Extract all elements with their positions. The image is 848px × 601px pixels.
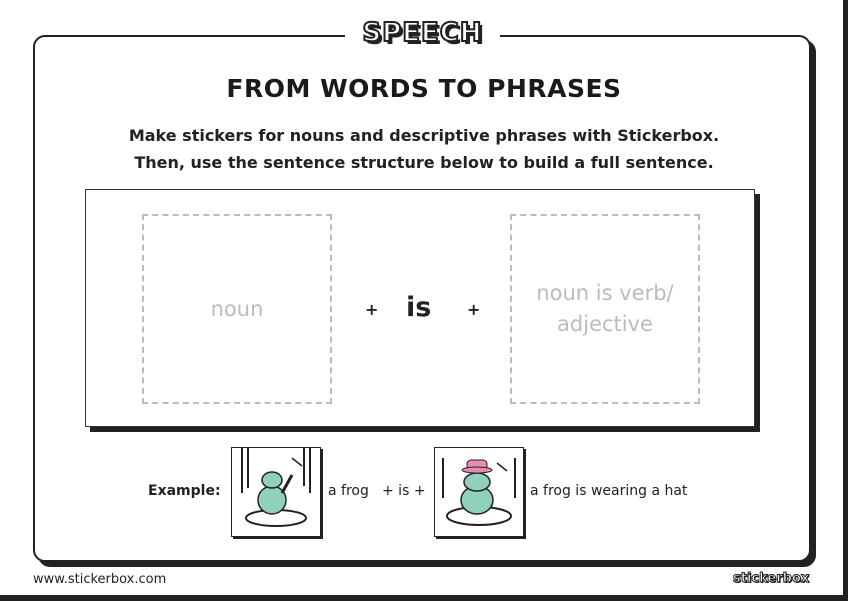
plus-sign: + [467,300,481,319]
noun-slot: noun [142,214,332,404]
instruction-line: Make stickers for nouns and descriptive phrases with Stickerbox. [128,126,720,145]
page-edge [0,595,848,601]
stickerbox-logo: stickerbox [733,571,810,586]
plus-sign: + [365,300,379,319]
phrase-slot: noun is verb/ adjective [510,214,700,404]
verb-is: is [406,292,432,323]
example-caption-1: a frog [328,483,369,499]
section-badge: SPEECH [345,14,500,52]
example-label: Example: [148,483,221,499]
example-caption-2: a frog is wearing a hat [530,483,688,499]
example-connector: + is + [382,483,426,499]
instructions [0,122,848,176]
instruction-line: Then, use the sentence structure below to build a full sentence. [134,153,714,172]
frog-with-hat-sticker-image [434,447,524,537]
page-title: FROM WORDS TO PHRASES [226,74,622,103]
frog-sticker-image [231,447,321,537]
footer-url[interactable]: www.stickerbox.com [33,572,167,587]
